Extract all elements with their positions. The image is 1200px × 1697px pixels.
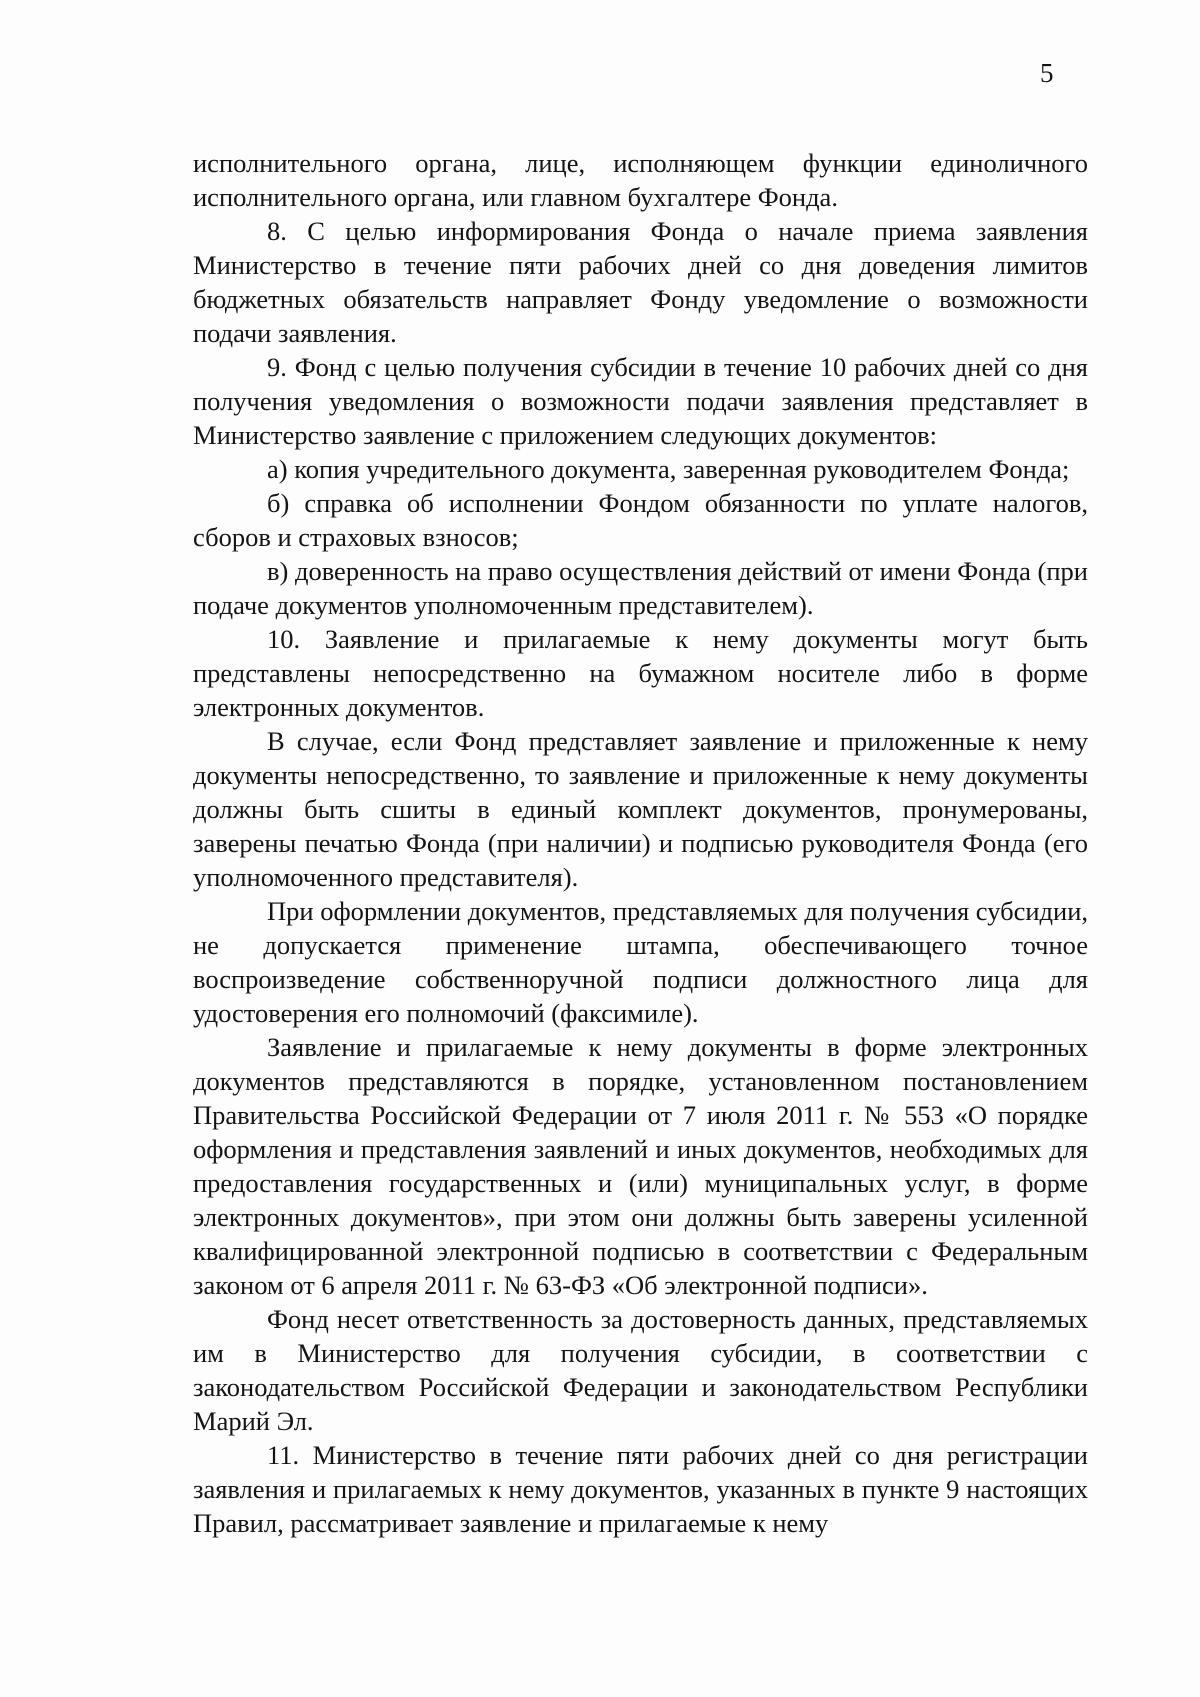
paragraph-subitem-b: б) справка об исполнении Фондом обязанности по уплате налогов, сборов и страховых взносов; [193, 488, 1088, 552]
paragraph-item-11: 11. Министерство в течение пяти рабочих дней со дня регистрации заявления и прилагаемых к нему документов, указанных в пункте 9 настоящих Правил, рассматривает заявление и прилагаемые к нему [193, 1440, 1088, 1538]
paragraph-subitem-a: а) копия учредительного документа, заверенная руководителем Фонда; [267, 454, 1070, 484]
paragraph-electronic-documents: Заявление и прилагаемые к нему документы в форме электронных документов представляются в порядке, установленном постановлением Правительства Российской Федерации от 7 июля 2011 г. № 553 «О порядке оформления и представления заявлений и иных документов, необходимых для предоставления государственных и (или) муниципальных услуг, в форме электронных документов», при этом они должны быть заверены усиленной квалифицированной электронной подписью в соответствии с Федеральным законом от 6 апреля 2011 г. № 63-ФЗ «Об электронной подписи». [193, 1032, 1088, 1300]
paragraph-facsimile: При оформлении документов, представляемых для получения субсидии, не допускается применение штампа, обеспечивающего точное воспроизведение собственноручной подписи должностного лица для удостоверения его полномочий (факсимиле). [193, 896, 1088, 1028]
paragraph-subitem-v: в) доверенность на право осуществления действий от имени Фонда (при подаче документов уполномоченным представителем). [193, 556, 1088, 620]
paragraph-direct-submission: В случае, если Фонд представляет заявление и приложенные к нему документы непосредственно, то заявление и приложенные к нему документы должны быть сшиты в единый комплект документов, пронумерованы, заверены печатью Фонда (при наличии) и подписью руководителя Фонда (его уполномоченного представителя). [193, 726, 1088, 892]
document-body [193, 146, 1088, 1540]
page-number: 5 [1040, 58, 1054, 88]
paragraph-responsibility: Фонд несет ответственность за достоверность данных, представляемых им в Министерство для получения субсидии, в соответствии с законодательством Российской Федерации и законодательством Республики Марий Эл. [193, 1304, 1088, 1436]
paragraph-continuation: исполнительного органа, лице, исполняющем функции единоличного исполнительного органа, или главном бухгалтере Фонда. [193, 148, 1088, 212]
paragraph-item-8: 8. С целью информирования Фонда о начале приема заявления Министерство в течение пяти рабочих дней со дня доведения лимитов бюджетных обязательств направляет Фонду уведомление о возможности подачи заявления. [193, 216, 1088, 348]
paragraph-item-9: 9. Фонд с целью получения субсидии в течение 10 рабочих дней со дня получения уведомления о возможности подачи заявления представляет в Министерство заявление с приложением следующих документов: [193, 352, 1088, 450]
paragraph-item-10: 10. Заявление и прилагаемые к нему документы могут быть представлены непосредственно на бумажном носителе либо в форме электронных документов. [193, 624, 1088, 722]
